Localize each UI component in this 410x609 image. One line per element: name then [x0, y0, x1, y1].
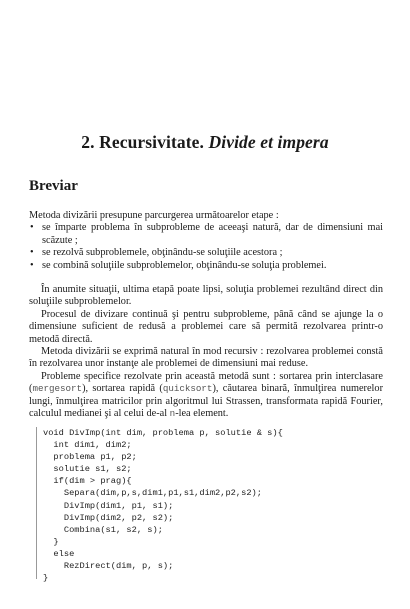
code-term: mergesort [32, 383, 83, 395]
list-item: • se rezolvă subproblemele, obţinându-se soluţiile acestora ; [30, 247, 283, 259]
section-title: Breviar [29, 178, 78, 194]
code-term: n [169, 408, 176, 420]
code-line: DivImp(dim2, p2, s2); [43, 512, 174, 523]
code-listing [36, 427, 385, 584]
code-line: if(dim > prag){ [43, 476, 132, 487]
code-line: int dim1, dim2; [43, 440, 132, 451]
chapter-subtitle: Divide et impera [208, 132, 329, 152]
chapter-number: 2. Recursivitate. [81, 132, 205, 152]
paragraph: Procesul de divizare continuă şi pentru subprobleme, până când se ajunge la o dimensiune suficient de redusă a problemei care să permită rezolvarea printr-o metodă directă. [29, 308, 383, 345]
code-line: problema p1, p2; [43, 452, 137, 463]
paragraph: Probleme specifice rezolvate prin această metodă sunt : sortarea prin interclasare (mergesort), sortarea rapidă (quicksort), căutarea binară, înmulţirea numerelor lungi, înmulţirea matricilor prin algoritmul lui Strassen, transformata rapidă Fourier, calculul medianei şi al celui de-al n-lea element. [29, 370, 383, 420]
body-text [29, 210, 383, 421]
list-item: • se combină soluţiile subproblemelor, obţinându-se soluţia problemei. [30, 259, 327, 271]
steps-list [29, 222, 383, 272]
paragraph: În anumite situaţii, ultima etapă poate lipsi, soluţia problemei rezultând direct din soluţiile subproblemelor. [29, 284, 383, 308]
code-term: quicksort [162, 383, 213, 395]
code-line: } [43, 573, 49, 584]
code-line: else [43, 548, 75, 559]
code-line: solutie s1, s2; [43, 464, 132, 475]
bullet-icon: • [30, 259, 34, 271]
code-line: Separa(dim,p,s,dim1,p1,s1,dim2,p2,s2); [43, 488, 262, 499]
chapter-title [0, 132, 410, 153]
code-line: DivImp(dim1, p1, s1); [43, 500, 174, 511]
code-block [37, 427, 385, 584]
code-line: } [43, 536, 59, 547]
bullet-icon: • [30, 247, 34, 259]
paragraph: Metoda divizării se exprimă natural în mod recursiv : rezolvarea problemei constă în rezolvarea unor instanţe ale problemei de dimensiuni mai reduse. [29, 346, 383, 370]
code-line: Combina(s1, s2, s); [43, 524, 163, 535]
list-item: • se împarte problema în subprobleme de aceeaşi natură, dar de dimensiuni mai scăzute ; [30, 222, 383, 246]
code-line: RezDirect(dim, p, s); [43, 561, 174, 572]
intro-paragraph: Metoda divizării presupune parcurgerea următoarelor etape : [29, 210, 279, 221]
bullet-icon: • [30, 222, 34, 234]
code-line: void DivImp(int dim, problema p, solutie & s){ [43, 428, 283, 438]
